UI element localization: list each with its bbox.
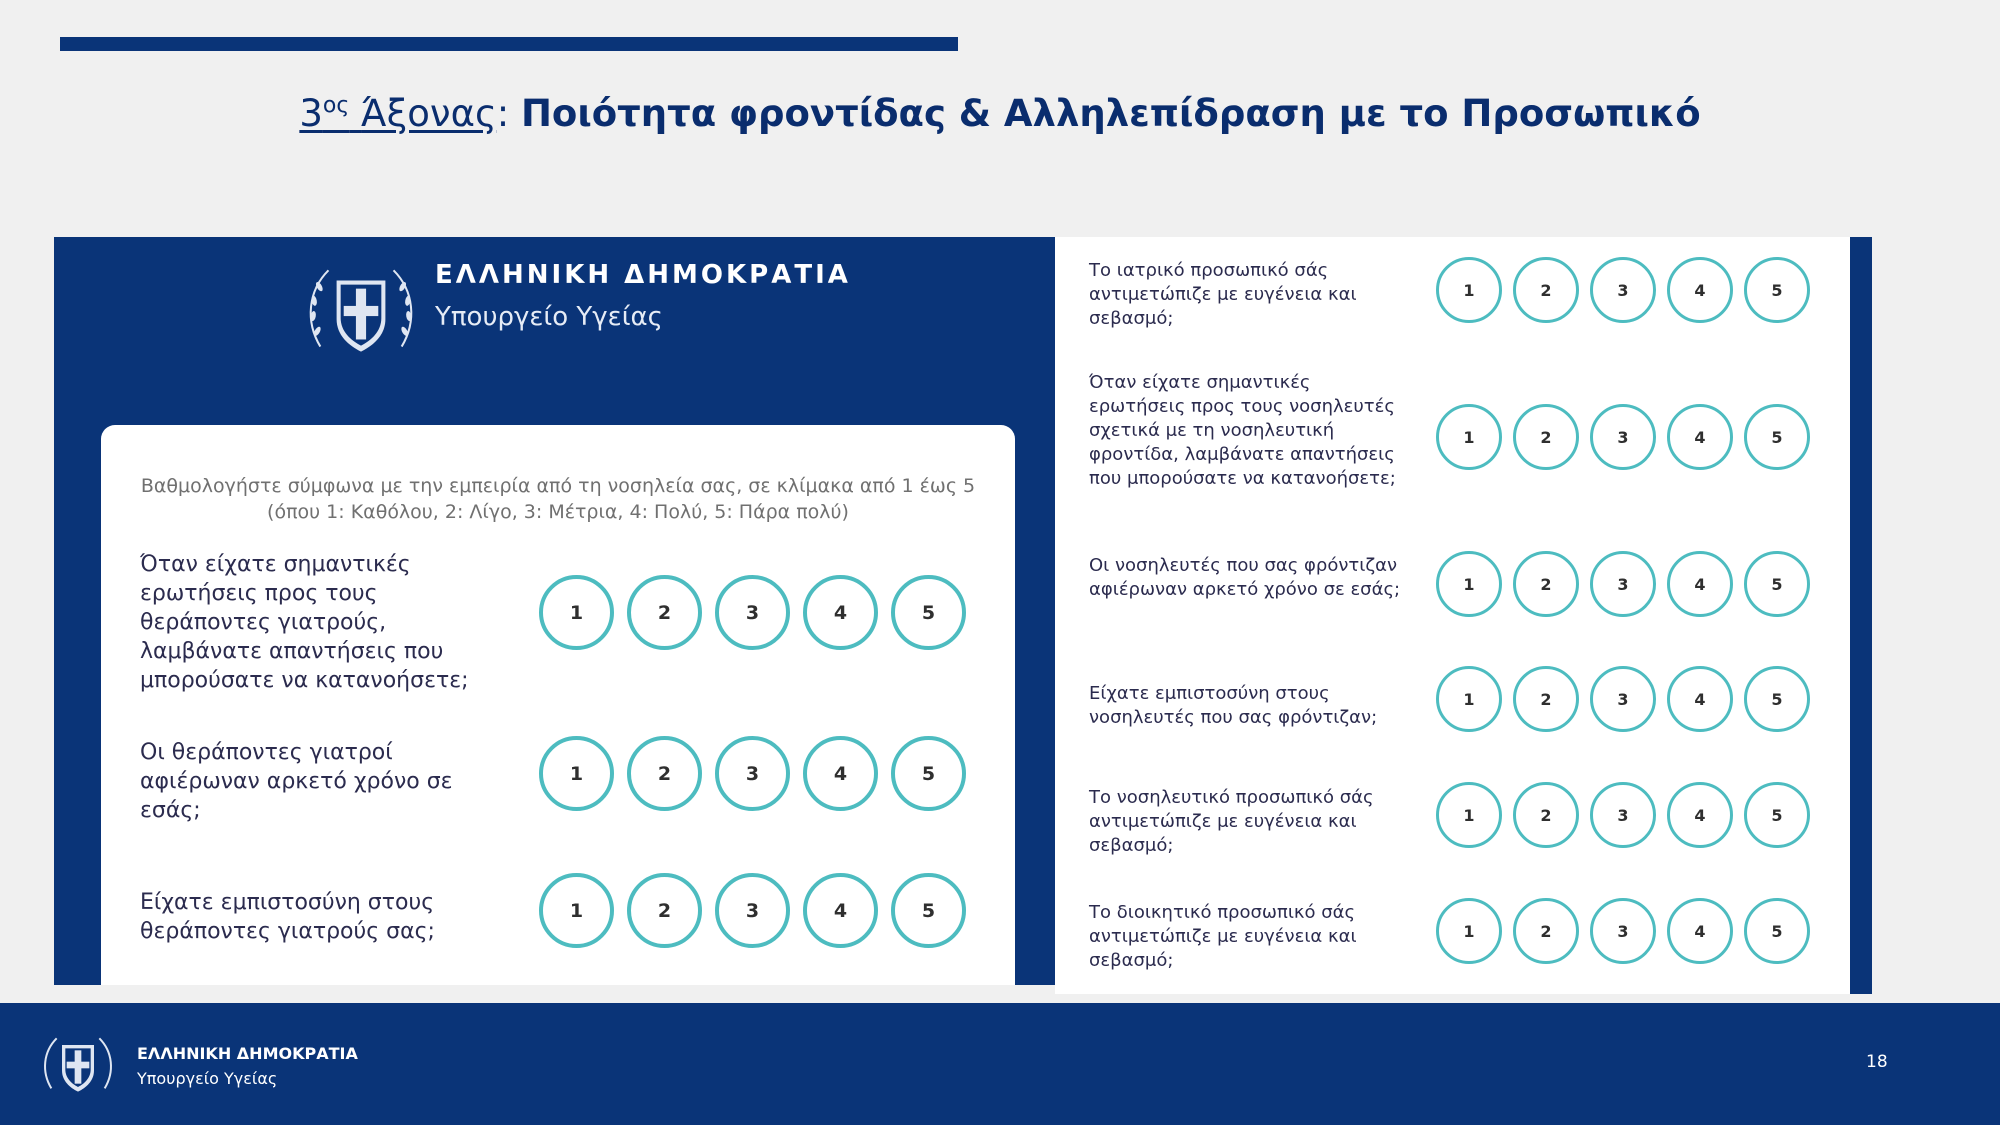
footer-republic: ΕΛΛΗΝΙΚΗ ΔΗΜΟΚΡΑΤΙΑ xyxy=(137,1044,358,1063)
rating-scale-left-3 xyxy=(539,873,966,948)
greek-emblem-icon xyxy=(38,1025,118,1105)
rating-scale-left-2 xyxy=(539,736,966,811)
rating-scale-right-5 xyxy=(1436,782,1810,848)
question-right-6: Το διοικητικό προσωπικό σάς αντιμετώπιζε με ευγένεια και σεβασμό; xyxy=(1089,902,1357,971)
rating-scale-right-3 xyxy=(1436,551,1810,617)
rating-instructions: Βαθμολογήστε σύμφωνα με την εμπειρία από τη νοσηλεία σας, σε κλίμακα από 1 έως 5 (όπου 1: Καθόλου, 2: Λίγο, 3: Μέτρια, 4: Πολύ, 5: Πάρα πολύ) xyxy=(140,475,976,523)
rating-option[interactable]: 1 xyxy=(539,575,614,650)
rating-option[interactable]: 5 xyxy=(1744,898,1810,964)
rating-option[interactable]: 2 xyxy=(1513,782,1579,848)
top-accent-bar xyxy=(60,37,958,51)
rating-option[interactable]: 2 xyxy=(627,873,702,948)
rating-scale-left-1 xyxy=(539,575,966,650)
slide-title: $3^{o\varsigma}$ Άξονας: Ποιότητα φροντίδας & Αλληλεπίδραση με το Προσωπικό xyxy=(299,92,1701,135)
rating-option[interactable]: 4 xyxy=(803,873,878,948)
rating-option[interactable]: 2 xyxy=(1513,551,1579,617)
rating-option[interactable]: 3 xyxy=(1590,666,1656,732)
rating-option[interactable]: 1 xyxy=(1436,404,1502,470)
rating-option[interactable]: 1 xyxy=(1436,782,1502,848)
rating-option[interactable]: 5 xyxy=(1744,782,1810,848)
axis-topic: Ποιότητα φροντίδας & Αλληλεπίδραση με το Προσωπικό xyxy=(520,92,1701,135)
question-right-5: Το νοσηλευτικό προσωπικό σάς αντιμετώπιζε με ευγένεια και σεβασμό; xyxy=(1089,787,1374,856)
rating-option[interactable]: 1 xyxy=(539,873,614,948)
rating-option[interactable]: 4 xyxy=(1667,257,1733,323)
rating-option[interactable]: 2 xyxy=(627,575,702,650)
question-left-3: Είχατε εμπιστοσύνη στους θεράποντες γιατρούς σας; xyxy=(140,890,435,944)
question-right-2: Όταν είχατε σημαντικές ερωτήσεις προς τους νοσηλευτές σχετικά με τη νοσηλευτική φροντίδα, λαμβάνατε απαντήσεις που μπορούσατε να κατανοήσετε; xyxy=(1089,372,1396,489)
form-ministry-header xyxy=(435,260,851,332)
rating-option[interactable]: 4 xyxy=(1667,898,1733,964)
ministry-label: Υπουργείο Υγείας xyxy=(435,302,663,332)
rating-option[interactable]: 2 xyxy=(1513,666,1579,732)
rating-option[interactable]: 3 xyxy=(1590,551,1656,617)
rating-scale-right-2 xyxy=(1436,404,1810,470)
rating-option[interactable]: 3 xyxy=(1590,782,1656,848)
rating-option[interactable]: 5 xyxy=(1744,666,1810,732)
rating-option[interactable]: 3 xyxy=(715,873,790,948)
greek-emblem-icon xyxy=(300,250,422,372)
rating-option[interactable]: 1 xyxy=(1436,257,1502,323)
rating-option[interactable]: 3 xyxy=(715,736,790,811)
rating-option[interactable]: 2 xyxy=(1513,898,1579,964)
rating-option[interactable]: 1 xyxy=(539,736,614,811)
rating-option[interactable]: 5 xyxy=(1744,404,1810,470)
footer-ministry-name: Υπουργείο Υγείας xyxy=(137,1069,278,1088)
rating-option[interactable]: 1 xyxy=(1436,898,1502,964)
rating-scale-right-4 xyxy=(1436,666,1810,732)
rating-option[interactable]: 5 xyxy=(1744,257,1810,323)
rating-option[interactable]: 4 xyxy=(1667,404,1733,470)
rating-option[interactable]: 5 xyxy=(891,873,966,948)
rating-option[interactable]: 1 xyxy=(1436,551,1502,617)
footer-ministry xyxy=(137,1044,358,1088)
rating-option[interactable]: 5 xyxy=(891,575,966,650)
rating-option[interactable]: 4 xyxy=(1667,666,1733,732)
rating-option[interactable]: 5 xyxy=(1744,551,1810,617)
rating-option[interactable]: 3 xyxy=(1590,898,1656,964)
rating-option[interactable]: 3 xyxy=(1590,257,1656,323)
rating-scale-right-1 xyxy=(1436,257,1810,323)
question-right-1: Το ιατρικό προσωπικό σάς αντιμετώπιζε με ευγένεια και σεβασμό; xyxy=(1089,260,1357,329)
rating-option[interactable]: 4 xyxy=(1667,782,1733,848)
rating-option[interactable]: 1 xyxy=(1436,666,1502,732)
republic-label: ΕΛΛΗΝΙΚΗ ΔΗΜΟΚΡΑΤΙΑ xyxy=(435,260,851,290)
page-number: 18 xyxy=(1866,1052,1888,1072)
rating-scale-right-6 xyxy=(1436,898,1810,964)
rating-option[interactable]: 3 xyxy=(1590,404,1656,470)
axis-label: $3^{o\varsigma}$ Άξονας xyxy=(299,92,497,135)
question-right-4: Είχατε εμπιστοσύνη στους νοσηλευτές που σας φρόντιζαν; xyxy=(1089,683,1378,728)
panel-side-stripe xyxy=(1850,237,1872,994)
question-left-2: Οι θεράποντες γιατροί αφιέρωναν αρκετό χρόνο σε εσάς; xyxy=(140,740,453,823)
question-right-3: Οι νοσηλευτές που σας φρόντιζαν αφιέρωναν αρκετό χρόνο σε εσάς; xyxy=(1089,555,1401,600)
rating-option[interactable]: 2 xyxy=(627,736,702,811)
rating-option[interactable]: 3 xyxy=(715,575,790,650)
rating-option[interactable]: 4 xyxy=(1667,551,1733,617)
rating-option[interactable]: 4 xyxy=(803,575,878,650)
rating-option[interactable]: 2 xyxy=(1513,404,1579,470)
rating-option[interactable]: 5 xyxy=(891,736,966,811)
question-left-1: Όταν είχατε σημαντικές ερωτήσεις προς τους θεράποντες γιατρούς, λαμβάνατε απαντήσεις που μπορούσατε να κατανοήσετε; xyxy=(140,552,469,693)
rating-option[interactable]: 2 xyxy=(1513,257,1579,323)
rating-option[interactable]: 4 xyxy=(803,736,878,811)
